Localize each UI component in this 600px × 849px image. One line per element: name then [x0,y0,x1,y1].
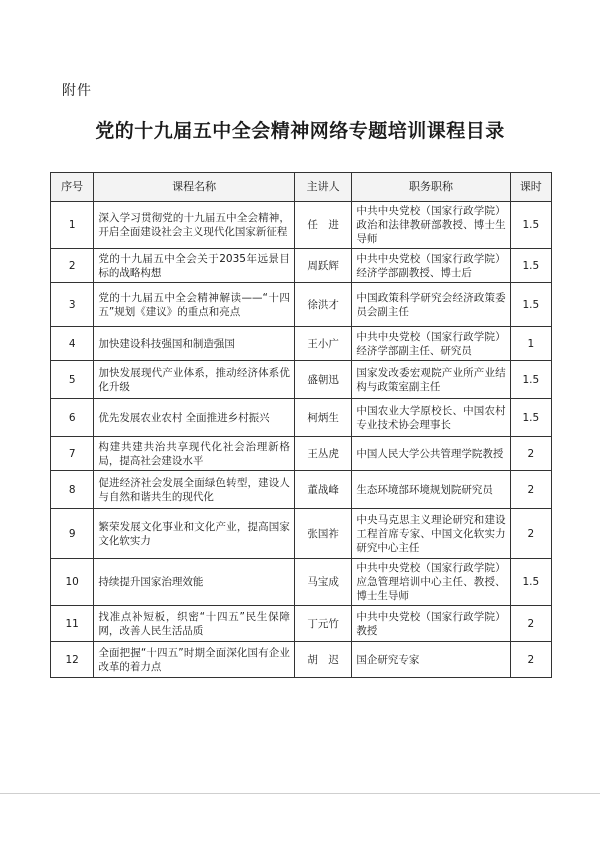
cell-lecturer: 王丛虎 [294,437,351,471]
cell-position: 中国人民大学公共管理学院教授 [352,437,510,471]
header-no: 序号 [51,173,94,202]
cell-no: 5 [51,361,94,399]
cell-no: 7 [51,437,94,471]
cell-lecturer: 张国祚 [294,509,351,559]
cell-course-name: 加快建设科技强国和制造强国 [94,327,295,361]
table-row [51,509,552,559]
cell-hours: 1.5 [510,399,551,437]
cell-lecturer: 盛朝迅 [294,361,351,399]
header-lecturer: 主讲人 [294,173,351,202]
cell-position: 中国政策科学研究会经济政策委员会副主任 [352,283,510,327]
header-hours: 课时 [510,173,551,202]
cell-no: 1 [51,202,94,249]
table-row [51,249,552,283]
cell-course-name: 全面把握“十四五”时期全面深化国有企业改革的着力点 [94,642,295,678]
cell-position: 中国农业大学原校长、中国农村专业技术协会理事长 [352,399,510,437]
cell-position: 国家发改委宏观院产业所产业结构与政策室副主任 [352,361,510,399]
cell-lecturer: 胡 迟 [294,642,351,678]
cell-lecturer: 徐洪才 [294,283,351,327]
cell-course-name: 促进经济社会发展全面绿色转型，建设人与自然和谐共生的现代化 [94,471,295,509]
cell-no: 12 [51,642,94,678]
cell-lecturer: 周跃辉 [294,249,351,283]
cell-no: 8 [51,471,94,509]
cell-position: 中共中央党校（国家行政学院）经济学部副主任、研究员 [352,327,510,361]
cell-hours: 1.5 [510,202,551,249]
page-bottom-rule [0,793,600,794]
table-row [51,327,552,361]
attachment-label: 附件 [62,83,92,99]
table-row [51,437,552,471]
table-row [51,471,552,509]
table-header-row [51,173,552,202]
table-row [51,606,552,642]
cell-position: 中共中央党校（国家行政学院）经济学部副教授、博士后 [352,249,510,283]
table-row [51,399,552,437]
cell-hours: 1.5 [510,249,551,283]
cell-no: 6 [51,399,94,437]
cell-lecturer: 柯炳生 [294,399,351,437]
cell-course-name: 优先发展农业农村 全面推进乡村振兴 [94,399,295,437]
cell-position: 中共中央党校（国家行政学院）应急管理培训中心主任、教授、博士生导师 [352,559,510,606]
document-title: 党的十九届五中全会精神网络专题培训课程目录 [95,120,505,142]
cell-hours: 1 [510,327,551,361]
cell-lecturer: 任 进 [294,202,351,249]
cell-position: 国企研究专家 [352,642,510,678]
cell-hours: 1.5 [510,361,551,399]
cell-no: 3 [51,283,94,327]
cell-lecturer: 马宝成 [294,559,351,606]
cell-course-name: 找准点补短板，织密“十四五”民生保障网，改善人民生活品质 [94,606,295,642]
header-course-name: 课程名称 [94,173,295,202]
cell-hours: 2 [510,642,551,678]
table-row [51,202,552,249]
course-table [50,172,552,678]
cell-lecturer: 丁元竹 [294,606,351,642]
cell-hours: 2 [510,437,551,471]
cell-no: 9 [51,509,94,559]
cell-no: 4 [51,327,94,361]
cell-lecturer: 王小广 [294,327,351,361]
cell-course-name: 加快发展现代产业体系，推动经济体系优化升级 [94,361,295,399]
cell-position: 中共中央党校（国家行政学院）教授 [352,606,510,642]
cell-no: 2 [51,249,94,283]
cell-position: 中央马克思主义理论研究和建设工程首席专家、中国文化软实力研究中心主任 [352,509,510,559]
cell-course-name: 构建共建共治共享现代化社会治理新格局，提高社会建设水平 [94,437,295,471]
cell-position: 中共中央党校（国家行政学院）政治和法律教研部教授、博士生导师 [352,202,510,249]
cell-course-name: 党的十九届五中全会精神解读——“十四五”规划《建议》的重点和亮点 [94,283,295,327]
cell-no: 11 [51,606,94,642]
cell-course-name: 持续提升国家治理效能 [94,559,295,606]
cell-no: 10 [51,559,94,606]
cell-hours: 2 [510,606,551,642]
table-row [51,642,552,678]
cell-course-name: 党的十九届五中全会关于2035年远景目标的战略构想 [94,249,295,283]
table-body [51,202,552,678]
cell-hours: 1.5 [510,559,551,606]
cell-lecturer: 董战峰 [294,471,351,509]
header-position: 职务职称 [352,173,510,202]
cell-position: 生态环境部环境规划院研究员 [352,471,510,509]
table-row [51,361,552,399]
cell-course-name: 深入学习贯彻党的十九届五中全会精神，开启全面建设社会主义现代化国家新征程 [94,202,295,249]
table-row [51,283,552,327]
cell-course-name: 繁荣发展文化事业和文化产业，提高国家文化软实力 [94,509,295,559]
table-row [51,559,552,606]
cell-hours: 2 [510,471,551,509]
cell-hours: 1.5 [510,283,551,327]
cell-hours: 2 [510,509,551,559]
